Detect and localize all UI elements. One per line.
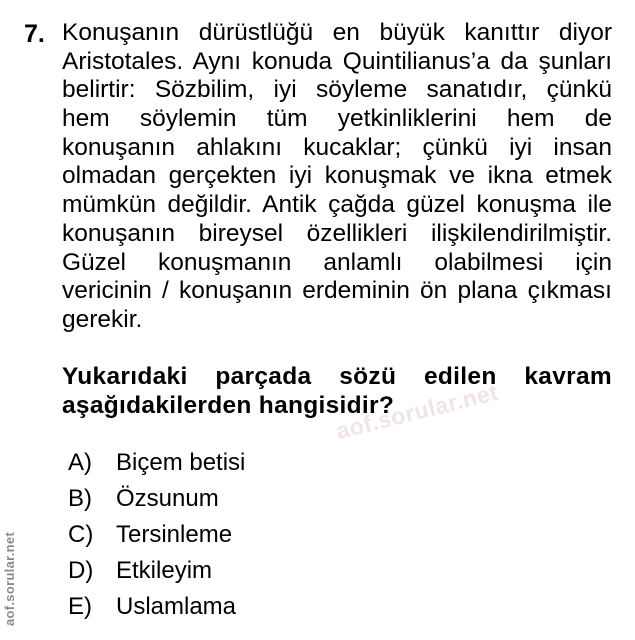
passage-line: belirtir: Sözbilim, iyi söyleme sanatıdır, çünkü xyxy=(62,76,612,104)
option-text: Özsunum xyxy=(116,485,219,512)
passage-line: vericinin / konuşanın erdeminin ön plana çıkması xyxy=(62,277,612,305)
question-prompt xyxy=(62,363,612,420)
option-letter: A) xyxy=(68,449,92,476)
passage-line: Güzel konuşmanın anlamlı olabilmesi için xyxy=(62,248,612,276)
passage-line: olmadan gerçekten iyi konuşmak ve ikna etmek xyxy=(62,162,612,190)
passage-line: konuşanın ahlakını kucaklar; çünkü iyi insan xyxy=(62,133,612,161)
passage-line: gerekir. xyxy=(62,305,143,333)
passage-line: hem söylemin tüm yetkinliklerini hem de xyxy=(62,105,612,133)
question-number: 7. xyxy=(24,20,45,48)
option-b[interactable] xyxy=(68,481,245,517)
option-e[interactable] xyxy=(68,589,245,625)
option-letter: C) xyxy=(68,521,94,548)
option-letter: B) xyxy=(68,485,92,512)
prompt-line: Yukarıdaki parçada sözü edilen kavram xyxy=(62,363,612,390)
option-text: Biçem betisi xyxy=(116,449,246,476)
option-letter: E) xyxy=(68,593,92,620)
option-text: Etkileyim xyxy=(116,557,213,584)
passage-line: mümkün değildir. Antik çağda güzel konuşma ile xyxy=(62,191,612,219)
watermark-diagonal: aof.sorular.net xyxy=(333,378,501,445)
option-a[interactable] xyxy=(68,445,245,481)
option-text: Uslamlama xyxy=(116,593,237,620)
option-d[interactable] xyxy=(68,553,245,589)
passage-line: konuşanın bireysel özellikleri ilişkilendirilmiştir. xyxy=(62,219,612,247)
question-passage xyxy=(62,19,612,335)
passage-line: Konuşanın dürüstlüğü en büyük kanıttır diyor xyxy=(62,19,612,46)
watermark-vertical: aof.sorular.net xyxy=(2,531,17,626)
answer-options xyxy=(68,445,245,625)
passage-line: Aristotales. Aynı konuda Quintilianus’a da şunları xyxy=(62,47,612,75)
option-text: Tersinleme xyxy=(116,521,233,548)
option-letter: D) xyxy=(68,557,94,584)
option-c[interactable] xyxy=(68,517,245,553)
prompt-line: aşağıdakilerden hangisidir? xyxy=(62,391,395,419)
